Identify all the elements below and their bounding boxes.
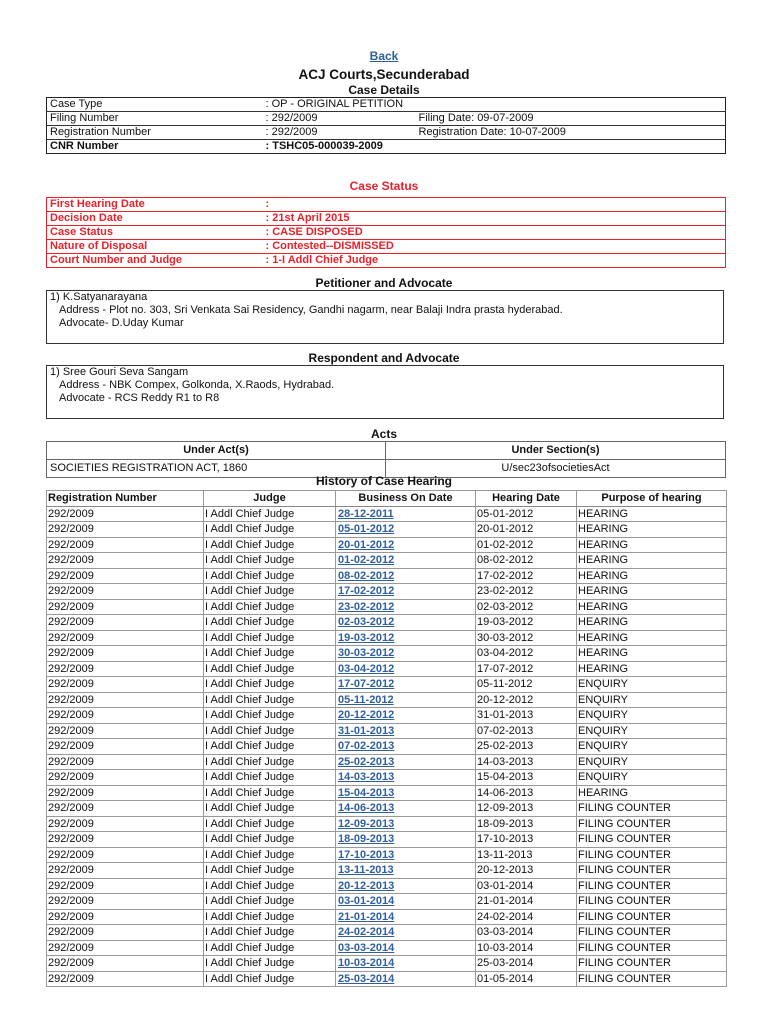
hearing-purpose: ENQUIRY xyxy=(577,739,727,755)
acts-header-act: Under Act(s) xyxy=(47,442,386,460)
case-status-label: Decision Date xyxy=(47,212,263,226)
hearing-row xyxy=(47,615,727,631)
hearing-date: 07-02-2013 xyxy=(476,723,577,739)
hearing-row xyxy=(47,553,727,569)
hearing-judge: I Addl Chief Judge xyxy=(204,615,336,631)
case-detail-row xyxy=(47,140,726,154)
case-detail-value: : 292/2009 xyxy=(263,112,416,126)
hearing-date: 01-02-2012 xyxy=(476,537,577,553)
business-date-link[interactable]: 15-04-2013 xyxy=(338,786,395,799)
hearing-judge: I Addl Chief Judge xyxy=(204,754,336,770)
hearing-date: 08-02-2012 xyxy=(476,553,577,569)
business-date-link[interactable]: 25-03-2014 xyxy=(338,972,395,985)
case-status-label: Nature of Disposal xyxy=(47,240,263,254)
hearing-registration-number: 292/2009 xyxy=(47,739,204,755)
hearing-registration-number: 292/2009 xyxy=(47,940,204,956)
business-date-link[interactable]: 03-03-2014 xyxy=(338,941,395,954)
respondent-advocate: Advocate - RCS Reddy R1 to R8 xyxy=(59,391,220,404)
petitioner-box xyxy=(46,290,724,344)
business-date-link[interactable]: 31-01-2013 xyxy=(338,724,395,737)
hearing-judge: I Addl Chief Judge xyxy=(204,739,336,755)
hearing-judge: I Addl Chief Judge xyxy=(204,599,336,615)
hearing-registration-number: 292/2009 xyxy=(47,971,204,987)
hearing-date: 02-03-2012 xyxy=(476,599,577,615)
hearing-purpose: ENQUIRY xyxy=(577,692,727,708)
hearing-business-date-cell xyxy=(336,553,476,569)
hearing-row xyxy=(47,677,727,693)
history-header-business-date: Business On Date xyxy=(336,491,476,507)
hearing-judge: I Addl Chief Judge xyxy=(204,925,336,941)
hearing-judge: I Addl Chief Judge xyxy=(204,553,336,569)
hearing-date: 20-01-2012 xyxy=(476,522,577,538)
hearing-registration-number: 292/2009 xyxy=(47,661,204,677)
case-detail-label: Registration Number xyxy=(47,126,263,140)
hearing-business-date-cell xyxy=(336,708,476,724)
business-date-link[interactable]: 19-03-2012 xyxy=(338,631,395,644)
respondent-address: Address - NBK Compex, Golkonda, X.Raods, Hydrabad. xyxy=(59,378,335,391)
hearing-row xyxy=(47,770,727,786)
hearing-registration-number: 292/2009 xyxy=(47,584,204,600)
hearing-purpose: FILING COUNTER xyxy=(577,847,727,863)
hearing-row xyxy=(47,630,727,646)
hearing-date: 30-03-2012 xyxy=(476,630,577,646)
act-name: SOCIETIES REGISTRATION ACT, 1860 xyxy=(47,460,386,478)
hearing-registration-number: 292/2009 xyxy=(47,553,204,569)
hearing-registration-number: 292/2009 xyxy=(47,801,204,817)
hearing-business-date-cell xyxy=(336,568,476,584)
respondent-name: 1) Sree Gouri Seva Sangam xyxy=(50,366,189,378)
hearing-judge: I Addl Chief Judge xyxy=(204,723,336,739)
hearing-registration-number: 292/2009 xyxy=(47,677,204,693)
business-date-link[interactable]: 18-09-2013 xyxy=(338,833,395,845)
hearing-judge: I Addl Chief Judge xyxy=(204,522,336,538)
business-date-link[interactable]: 20-01-2012 xyxy=(338,538,395,551)
hearing-registration-number: 292/2009 xyxy=(47,630,204,646)
hearing-date: 05-01-2012 xyxy=(476,506,577,522)
hearing-date: 24-02-2014 xyxy=(476,909,577,925)
hearing-judge: I Addl Chief Judge xyxy=(204,584,336,600)
hearing-judge: I Addl Chief Judge xyxy=(204,971,336,987)
hearing-row xyxy=(47,816,727,832)
hearing-registration-number: 292/2009 xyxy=(47,909,204,925)
hearing-date: 17-07-2012 xyxy=(476,661,577,677)
hearing-registration-number: 292/2009 xyxy=(47,894,204,910)
hearing-judge: I Addl Chief Judge xyxy=(204,847,336,863)
business-date-link[interactable]: 21-01-2014 xyxy=(338,910,395,923)
hearing-purpose: FILING COUNTER xyxy=(577,925,727,941)
case-status-row xyxy=(47,198,726,212)
petitioner-advocate: Advocate- D.Uday Kumar xyxy=(59,316,184,329)
hearing-judge: I Addl Chief Judge xyxy=(204,630,336,646)
hearing-purpose: FILING COUNTER xyxy=(577,909,727,925)
hearing-date: 15-04-2013 xyxy=(476,770,577,786)
hearing-row xyxy=(47,785,727,801)
back-link-container xyxy=(0,47,768,65)
hearing-registration-number: 292/2009 xyxy=(47,568,204,584)
hearing-row xyxy=(47,847,727,863)
business-date-link[interactable]: 20-12-2012 xyxy=(338,709,395,721)
hearing-judge: I Addl Chief Judge xyxy=(204,894,336,910)
hearing-judge: I Addl Chief Judge xyxy=(204,816,336,832)
hearing-purpose: FILING COUNTER xyxy=(577,801,727,817)
hearing-business-date-cell xyxy=(336,956,476,972)
hearing-row xyxy=(47,971,727,987)
hearing-row xyxy=(47,754,727,770)
business-date-link[interactable]: 12-09-2013 xyxy=(338,817,395,830)
hearing-purpose: HEARING xyxy=(577,646,727,662)
hearing-registration-number: 292/2009 xyxy=(47,925,204,941)
case-status-label: Court Number and Judge xyxy=(50,254,183,266)
hearing-row xyxy=(47,956,727,972)
hearing-registration-number: 292/2009 xyxy=(47,708,204,724)
case-detail-value: : OP - ORIGINAL PETITION xyxy=(263,98,416,112)
hearing-date: 23-02-2012 xyxy=(476,584,577,600)
hearing-business-date-cell xyxy=(336,537,476,553)
case-details-table xyxy=(46,97,726,154)
act-section: U/sec23ofsocietiesAct xyxy=(386,460,726,478)
hearing-date: 03-01-2014 xyxy=(476,878,577,894)
hearing-purpose: FILING COUNTER xyxy=(577,956,727,972)
hearing-registration-number: 292/2009 xyxy=(47,615,204,631)
case-detail-label: CNR Number xyxy=(50,140,119,152)
hearing-business-date-cell xyxy=(336,832,476,848)
hearing-judge: I Addl Chief Judge xyxy=(204,506,336,522)
business-date-link[interactable]: 10-03-2014 xyxy=(338,957,395,969)
hearing-judge: I Addl Chief Judge xyxy=(204,770,336,786)
case-status-title: Case Status xyxy=(349,179,419,193)
hearing-purpose: FILING COUNTER xyxy=(577,832,727,848)
hearing-judge: I Addl Chief Judge xyxy=(204,940,336,956)
hearing-business-date-cell xyxy=(336,909,476,925)
hearing-business-date-cell xyxy=(336,739,476,755)
hearing-purpose: FILING COUNTER xyxy=(577,863,727,879)
acts-header-section: Under Section(s) xyxy=(386,442,726,460)
business-date-link[interactable]: 01-02-2012 xyxy=(338,554,395,566)
hearing-business-date-cell xyxy=(336,661,476,677)
case-status-row xyxy=(47,254,726,268)
business-date-link[interactable]: 13-11-2013 xyxy=(338,864,394,876)
hearing-judge: I Addl Chief Judge xyxy=(204,801,336,817)
case-detail-label: Case Type xyxy=(47,98,263,112)
case-detail-extra: Filing Date: 09-07-2009 xyxy=(416,112,726,126)
case-status-label: First Hearing Date xyxy=(47,198,263,212)
business-date-link[interactable]: 24-02-2014 xyxy=(338,926,395,938)
hearing-purpose: HEARING xyxy=(577,615,727,631)
history-header-purpose: Purpose of hearing xyxy=(577,491,727,507)
business-date-link[interactable]: 14-06-2013 xyxy=(338,802,395,814)
hearing-purpose: HEARING xyxy=(577,553,727,569)
history-header-hearing-date: Hearing Date xyxy=(476,491,577,507)
hearing-registration-number: 292/2009 xyxy=(47,537,204,553)
acts-title: Acts xyxy=(370,427,397,441)
hearing-purpose: HEARING xyxy=(577,506,727,522)
hearing-purpose: FILING COUNTER xyxy=(577,816,727,832)
hearing-row xyxy=(47,692,727,708)
case-status-table xyxy=(46,197,726,268)
case-detail-row xyxy=(47,126,726,140)
petitioner-title: Petitioner and Advocate xyxy=(315,276,453,290)
hearing-purpose: HEARING xyxy=(577,568,727,584)
hearing-judge: I Addl Chief Judge xyxy=(204,909,336,925)
history-header-registration: Registration Number xyxy=(47,491,204,507)
hearing-business-date-cell xyxy=(336,584,476,600)
hearing-date: 12-09-2013 xyxy=(476,801,577,817)
business-date-link[interactable]: 20-12-2013 xyxy=(338,879,395,892)
hearing-purpose: HEARING xyxy=(577,661,727,677)
hearing-purpose: ENQUIRY xyxy=(577,754,727,770)
business-date-link[interactable]: 02-03-2012 xyxy=(338,616,395,628)
hearing-row xyxy=(47,925,727,941)
back-link[interactable]: Back xyxy=(369,49,399,63)
case-detail-extra xyxy=(416,140,726,154)
case-status-value: : 1-I Addl Chief Judge xyxy=(265,254,379,266)
hearing-date: 17-02-2012 xyxy=(476,568,577,584)
hearing-date: 05-11-2012 xyxy=(476,677,577,693)
hearing-row xyxy=(47,522,727,538)
acts-table xyxy=(46,441,726,478)
business-date-link[interactable]: 14-03-2013 xyxy=(338,771,395,783)
hearing-row xyxy=(47,708,727,724)
hearing-row xyxy=(47,940,727,956)
hearing-row xyxy=(47,646,727,662)
hearing-judge: I Addl Chief Judge xyxy=(204,646,336,662)
case-detail-row xyxy=(47,112,726,126)
hearing-registration-number: 292/2009 xyxy=(47,506,204,522)
hearing-business-date-cell xyxy=(336,677,476,693)
hearing-date: 18-09-2013 xyxy=(476,816,577,832)
hearing-business-date-cell xyxy=(336,506,476,522)
court-title: ACJ Courts,Secunderabad xyxy=(298,67,470,82)
hearing-registration-number: 292/2009 xyxy=(47,692,204,708)
hearing-judge: I Addl Chief Judge xyxy=(204,677,336,693)
hearing-date: 14-03-2013 xyxy=(476,754,577,770)
hearing-registration-number: 292/2009 xyxy=(47,646,204,662)
hearing-business-date-cell xyxy=(336,630,476,646)
case-detail-extra: Registration Date: 10-07-2009 xyxy=(416,126,726,140)
hearing-judge: I Addl Chief Judge xyxy=(204,878,336,894)
hearing-business-date-cell xyxy=(336,894,476,910)
hearing-registration-number: 292/2009 xyxy=(47,847,204,863)
hearing-business-date-cell xyxy=(336,925,476,941)
hearing-judge: I Addl Chief Judge xyxy=(204,692,336,708)
hearing-purpose: HEARING xyxy=(577,537,727,553)
hearing-judge: I Addl Chief Judge xyxy=(204,708,336,724)
hearing-registration-number: 292/2009 xyxy=(47,599,204,615)
hearing-date: 03-03-2014 xyxy=(476,925,577,941)
hearing-judge: I Addl Chief Judge xyxy=(204,863,336,879)
hearing-purpose: FILING COUNTER xyxy=(577,878,727,894)
hearing-business-date-cell xyxy=(336,723,476,739)
hearing-row xyxy=(47,537,727,553)
hearing-date: 25-02-2013 xyxy=(476,739,577,755)
case-status-row xyxy=(47,226,726,240)
case-status-value: : xyxy=(263,198,726,212)
hearing-business-date-cell xyxy=(336,615,476,631)
hearing-registration-number: 292/2009 xyxy=(47,723,204,739)
hearing-registration-number: 292/2009 xyxy=(47,785,204,801)
hearing-judge: I Addl Chief Judge xyxy=(204,568,336,584)
hearing-business-date-cell xyxy=(336,785,476,801)
hearing-row xyxy=(47,723,727,739)
business-date-link[interactable]: 05-11-2012 xyxy=(338,693,394,706)
hearing-row xyxy=(47,832,727,848)
hearing-registration-number: 292/2009 xyxy=(47,754,204,770)
hearing-row xyxy=(47,568,727,584)
hearing-business-date-cell xyxy=(336,599,476,615)
hearing-row xyxy=(47,909,727,925)
hearing-judge: I Addl Chief Judge xyxy=(204,956,336,972)
hearing-purpose: FILING COUNTER xyxy=(577,971,727,987)
hearing-purpose: ENQUIRY xyxy=(577,677,727,693)
petitioner-address: Address - Plot no. 303, Sri Venkata Sai Residency, Gandhi nagarm, near Balaji Indra prasta hyderabad. xyxy=(59,303,563,316)
hearing-row xyxy=(47,661,727,677)
business-date-link[interactable]: 17-07-2012 xyxy=(338,678,395,690)
hearing-business-date-cell xyxy=(336,971,476,987)
hearing-registration-number: 292/2009 xyxy=(47,878,204,894)
hearing-business-date-cell xyxy=(336,801,476,817)
hearing-business-date-cell xyxy=(336,646,476,662)
hearing-judge: I Addl Chief Judge xyxy=(204,832,336,848)
hearing-row xyxy=(47,599,727,615)
case-status-label: Case Status xyxy=(47,226,263,240)
respondent-box xyxy=(46,365,724,419)
hearing-registration-number: 292/2009 xyxy=(47,832,204,848)
hearing-row xyxy=(47,863,727,879)
hearing-row xyxy=(47,894,727,910)
business-date-link[interactable]: 08-02-2012 xyxy=(338,569,395,582)
business-date-link[interactable]: 05-01-2012 xyxy=(338,523,395,535)
hearing-business-date-cell xyxy=(336,754,476,770)
hearing-judge: I Addl Chief Judge xyxy=(204,537,336,553)
hearing-registration-number: 292/2009 xyxy=(47,816,204,832)
hearing-purpose: HEARING xyxy=(577,584,727,600)
hearing-date: 19-03-2012 xyxy=(476,615,577,631)
hearing-purpose: ENQUIRY xyxy=(577,723,727,739)
hearing-date: 14-06-2013 xyxy=(476,785,577,801)
case-detail-value: : TSHC05-000039-2009 xyxy=(265,140,383,152)
hearing-business-date-cell xyxy=(336,816,476,832)
hearing-business-date-cell xyxy=(336,878,476,894)
business-date-link[interactable]: 07-02-2013 xyxy=(338,740,395,752)
hearing-business-date-cell xyxy=(336,940,476,956)
hearing-judge: I Addl Chief Judge xyxy=(204,661,336,677)
business-date-link[interactable]: 25-02-2013 xyxy=(338,755,395,768)
business-date-link[interactable]: 17-10-2013 xyxy=(338,848,395,861)
case-detail-value: : 292/2009 xyxy=(263,126,416,140)
case-detail-extra xyxy=(416,98,726,112)
hearing-row xyxy=(47,878,727,894)
hearing-registration-number: 292/2009 xyxy=(47,956,204,972)
case-status-row xyxy=(47,240,726,254)
hearing-row xyxy=(47,739,727,755)
petitioner-name: 1) K.Satyanarayana xyxy=(50,291,148,303)
respondent-title: Respondent and Advocate xyxy=(308,351,460,365)
hearing-purpose: HEARING xyxy=(577,630,727,646)
hearing-purpose: ENQUIRY xyxy=(577,770,727,786)
hearing-business-date-cell xyxy=(336,522,476,538)
hearing-business-date-cell xyxy=(336,770,476,786)
hearing-judge: I Addl Chief Judge xyxy=(204,785,336,801)
case-status-row xyxy=(47,212,726,226)
business-date-link[interactable]: 03-04-2012 xyxy=(338,662,395,675)
hearing-row xyxy=(47,584,727,600)
business-date-link[interactable]: 30-03-2012 xyxy=(338,647,395,659)
hearing-purpose: FILING COUNTER xyxy=(577,894,727,910)
hearing-date: 13-11-2013 xyxy=(476,847,577,863)
case-status-value: : 21st April 2015 xyxy=(263,212,726,226)
hearing-row xyxy=(47,801,727,817)
hearing-purpose: HEARING xyxy=(577,599,727,615)
hearing-date: 31-01-2013 xyxy=(476,708,577,724)
hearing-date: 17-10-2013 xyxy=(476,832,577,848)
hearing-date: 10-03-2014 xyxy=(476,940,577,956)
hearing-date: 20-12-2012 xyxy=(476,692,577,708)
hearing-purpose: HEARING xyxy=(577,522,727,538)
case-detail-row xyxy=(47,98,726,112)
hearing-date: 01-05-2014 xyxy=(476,971,577,987)
business-date-link[interactable]: 23-02-2012 xyxy=(338,600,395,613)
hearing-purpose: ENQUIRY xyxy=(577,708,727,724)
history-header-judge: Judge xyxy=(204,491,336,507)
case-status-value: : Contested--DISMISSED xyxy=(263,240,726,254)
case-detail-label: Filing Number xyxy=(47,112,263,126)
history-title: History of Case Hearing xyxy=(315,474,453,488)
case-details-title: Case Details xyxy=(348,83,420,97)
hearing-business-date-cell xyxy=(336,847,476,863)
business-date-link[interactable]: 28-12-2011 xyxy=(338,507,394,520)
hearing-row xyxy=(47,506,727,522)
hearing-purpose: HEARING xyxy=(577,785,727,801)
hearing-date: 03-04-2012 xyxy=(476,646,577,662)
hearing-business-date-cell xyxy=(336,692,476,708)
business-date-link[interactable]: 03-01-2014 xyxy=(338,895,395,907)
hearing-registration-number: 292/2009 xyxy=(47,770,204,786)
hearing-date: 20-12-2013 xyxy=(476,863,577,879)
hearing-date: 25-03-2014 xyxy=(476,956,577,972)
business-date-link[interactable]: 17-02-2012 xyxy=(338,585,395,597)
hearing-business-date-cell xyxy=(336,863,476,879)
hearing-registration-number: 292/2009 xyxy=(47,863,204,879)
hearing-date: 21-01-2014 xyxy=(476,894,577,910)
hearing-purpose: FILING COUNTER xyxy=(577,940,727,956)
case-status-value: : CASE DISPOSED xyxy=(263,226,726,240)
hearing-history-table xyxy=(46,490,727,987)
hearing-registration-number: 292/2009 xyxy=(47,522,204,538)
